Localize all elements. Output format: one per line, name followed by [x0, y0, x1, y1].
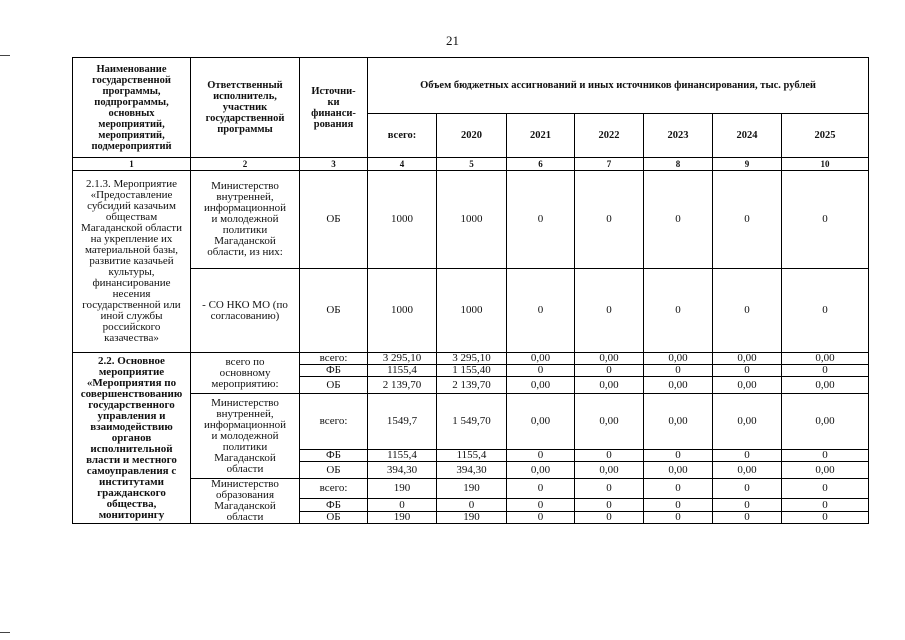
header-year: 2020 — [437, 114, 507, 158]
scan-edge-mark — [0, 55, 10, 56]
column-number: 8 — [644, 158, 713, 171]
executor-cell: всего по основному мероприятию: — [191, 353, 300, 394]
value-cell: 1000 — [437, 171, 507, 269]
value-cell: 190 — [437, 511, 507, 523]
executor-cell: Министерство образования Магаданской области — [191, 479, 300, 524]
value-cell: 0 — [644, 479, 713, 499]
value-cell: 0,00 — [507, 377, 575, 394]
value-cell: 0,00 — [782, 353, 869, 365]
value-cell: 0,00 — [644, 462, 713, 479]
column-number: 7 — [575, 158, 644, 171]
value-cell: 1155,4 — [368, 365, 437, 377]
value-cell: 2 139,70 — [368, 377, 437, 394]
value-cell: 0,00 — [644, 377, 713, 394]
source-cell: ОБ — [300, 462, 368, 479]
value-cell: 1 155,40 — [437, 365, 507, 377]
value-cell: 0,00 — [782, 394, 869, 450]
header-year: 2025 — [782, 114, 869, 158]
executor-cell: Министерство внутренней, информационной и молодежной политики Магаданской области, из них: — [191, 171, 300, 269]
header-executor: Ответственный исполнитель, участник государственной программы — [191, 58, 300, 158]
value-cell: 0 — [575, 450, 644, 462]
column-number: 4 — [368, 158, 437, 171]
value-cell: 0,00 — [713, 394, 782, 450]
header-source: Источни- ки финанси- рования — [300, 58, 368, 158]
value-cell: 0,00 — [575, 377, 644, 394]
value-cell: 190 — [368, 511, 437, 523]
value-cell: 0,00 — [575, 462, 644, 479]
value-cell: 0 — [575, 479, 644, 499]
value-cell: 0 — [782, 479, 869, 499]
table-row — [73, 394, 869, 450]
source-cell: ФБ — [300, 499, 368, 511]
value-cell: 0 — [575, 499, 644, 511]
measure-name: 2.1.3. Мероприятие «Предоставление субсидий казачьим обществам Магаданской области на укрепление их материальной базы, развитие казачьей культуры, финансирование несения государственной или иной службы российского казачества» — [73, 171, 191, 353]
source-cell: ОБ — [300, 171, 368, 269]
value-cell: 190 — [368, 479, 437, 499]
value-cell: 394,30 — [437, 462, 507, 479]
executor-cell: Министерство внутренней, информационной и молодежной политики Магаданской области — [191, 394, 300, 479]
value-cell: 0 — [644, 450, 713, 462]
value-cell: 2 139,70 — [437, 377, 507, 394]
header-year: 2024 — [713, 114, 782, 158]
value-cell: 0 — [507, 479, 575, 499]
value-cell: 0 — [713, 511, 782, 523]
value-cell: 0 — [644, 171, 713, 269]
value-cell: 0 — [644, 511, 713, 523]
value-cell: 0 — [713, 499, 782, 511]
measure-name: 2.2. Основное мероприятие «Мероприятия по совершенствованию государственного управления и взаимодействию органов исполнительной власти и местного самоуправления с институтами гражданского общества, мониторингу — [73, 353, 191, 524]
value-cell: 1155,4 — [368, 450, 437, 462]
header-name: Наименование государственной программы, подпрограммы, основных мероприятий, мероприятий, подмероприятий — [73, 58, 191, 158]
value-cell: 0 — [507, 511, 575, 523]
value-cell: 0 — [782, 269, 869, 353]
value-cell: 0 — [713, 450, 782, 462]
value-cell: 0 — [575, 365, 644, 377]
value-cell: 0 — [713, 479, 782, 499]
value-cell: 0 — [575, 171, 644, 269]
table-row — [73, 479, 869, 499]
value-cell: 0 — [507, 269, 575, 353]
value-cell: 1 549,70 — [437, 394, 507, 450]
column-number: 9 — [713, 158, 782, 171]
budget-table — [72, 57, 869, 524]
executor-cell: - СО НКО МО (по согласованию) — [191, 269, 300, 353]
source-cell: ФБ — [300, 365, 368, 377]
value-cell: 0 — [782, 365, 869, 377]
value-cell: 0,00 — [782, 377, 869, 394]
table-row — [73, 269, 869, 353]
value-cell: 0 — [575, 511, 644, 523]
source-cell: ФБ — [300, 450, 368, 462]
scan-edge-mark — [0, 632, 10, 633]
column-number: 5 — [437, 158, 507, 171]
value-cell: 0 — [782, 511, 869, 523]
value-cell: 0,00 — [644, 394, 713, 450]
value-cell: 0 — [644, 365, 713, 377]
value-cell: 1000 — [437, 269, 507, 353]
page-number: 21 — [446, 33, 459, 48]
value-cell: 0,00 — [575, 353, 644, 365]
column-number: 3 — [300, 158, 368, 171]
column-number: 10 — [782, 158, 869, 171]
column-number: 6 — [507, 158, 575, 171]
value-cell: 0,00 — [507, 353, 575, 365]
source-cell: всего: — [300, 394, 368, 450]
value-cell: 0 — [437, 499, 507, 511]
value-cell: 0 — [575, 269, 644, 353]
value-cell: 0,00 — [507, 462, 575, 479]
value-cell: 1155,4 — [437, 450, 507, 462]
value-cell: 0 — [507, 171, 575, 269]
value-cell: 0 — [507, 499, 575, 511]
table-row — [73, 353, 869, 365]
table-row — [73, 171, 869, 269]
value-cell: 0 — [644, 269, 713, 353]
header-year: 2022 — [575, 114, 644, 158]
value-cell: 0 — [368, 499, 437, 511]
value-cell: 1000 — [368, 269, 437, 353]
value-cell: 0,00 — [507, 394, 575, 450]
value-cell: 0,00 — [713, 462, 782, 479]
value-cell: 1549,7 — [368, 394, 437, 450]
value-cell: 0 — [713, 365, 782, 377]
header-year: 2021 — [507, 114, 575, 158]
source-cell: ОБ — [300, 377, 368, 394]
column-number: 2 — [191, 158, 300, 171]
source-cell: всего: — [300, 479, 368, 499]
value-cell: 0,00 — [713, 353, 782, 365]
value-cell: 0 — [713, 171, 782, 269]
value-cell: 0 — [644, 499, 713, 511]
value-cell: 0 — [782, 450, 869, 462]
value-cell: 394,30 — [368, 462, 437, 479]
column-number: 1 — [73, 158, 191, 171]
value-cell: 0 — [507, 450, 575, 462]
value-cell: 0,00 — [575, 394, 644, 450]
value-cell: 0,00 — [782, 462, 869, 479]
value-cell: 3 295,10 — [368, 353, 437, 365]
value-cell: 3 295,10 — [437, 353, 507, 365]
value-cell: 0 — [507, 365, 575, 377]
value-cell: 190 — [437, 479, 507, 499]
header-total: всего: — [368, 114, 437, 158]
value-cell: 1000 — [368, 171, 437, 269]
source-cell: ОБ — [300, 511, 368, 523]
header-volume: Объем бюджетных ассигнований и иных источников финансирования, тыс. рублей — [368, 58, 869, 114]
value-cell: 0 — [782, 171, 869, 269]
value-cell: 0,00 — [644, 353, 713, 365]
value-cell: 0 — [782, 499, 869, 511]
source-cell: всего: — [300, 353, 368, 365]
value-cell: 0,00 — [713, 377, 782, 394]
header-year: 2023 — [644, 114, 713, 158]
source-cell: ОБ — [300, 269, 368, 353]
value-cell: 0 — [713, 269, 782, 353]
